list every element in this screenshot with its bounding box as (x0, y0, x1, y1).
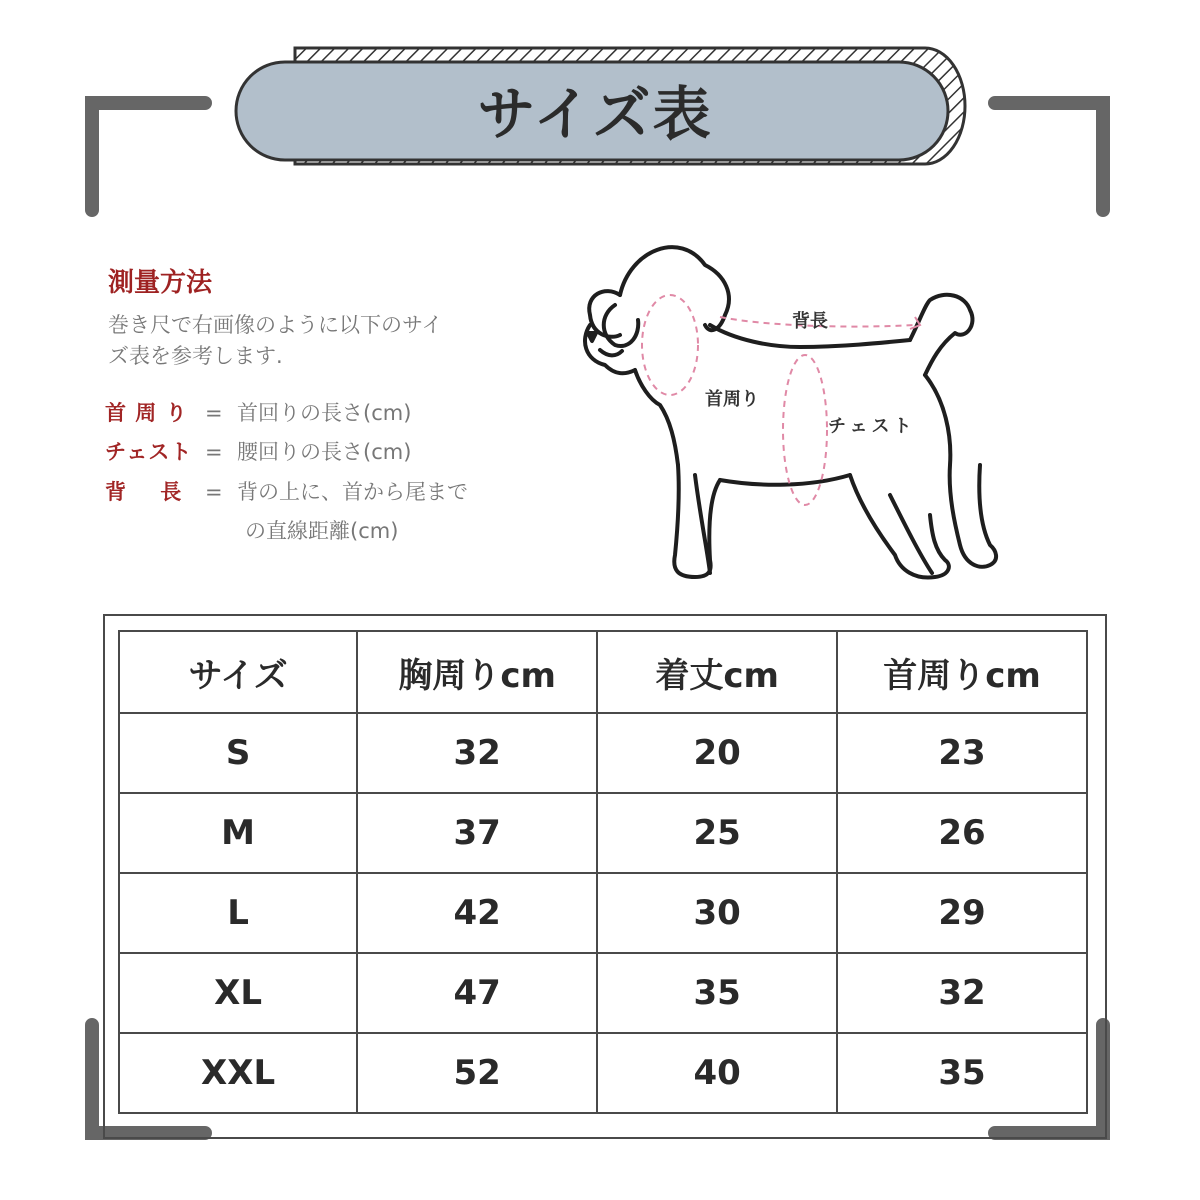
cell-neck: 29 (837, 873, 1087, 953)
definition-equals: = (205, 440, 223, 464)
method-description-line-2: ズ表を参考します. (108, 344, 283, 368)
definition-neck (105, 398, 411, 429)
cell-chest: 37 (357, 793, 597, 873)
cell-length: 40 (597, 1033, 837, 1113)
cell-length: 35 (597, 953, 837, 1033)
definition-text: 腰回りの長さ(cm) (237, 440, 412, 464)
dog-label-neck: 首周り (705, 389, 759, 410)
table-row (119, 793, 1087, 873)
cell-neck: 26 (837, 793, 1087, 873)
dog-label-chest: チェスト (828, 416, 916, 437)
definition-term: 首 周 り (105, 401, 188, 425)
table-row (119, 1033, 1087, 1113)
cell-size: S (119, 713, 357, 793)
frame-corner-top-left (92, 103, 205, 210)
dog-illustration (560, 225, 1020, 605)
cell-chest: 47 (357, 953, 597, 1033)
header-neck: 首周りcm (837, 631, 1087, 713)
page-title: サイズ表 (477, 80, 713, 148)
definition-text: 背の上に、首から尾まで (237, 480, 468, 504)
cell-chest: 32 (357, 713, 597, 793)
frame-corner-top-right (995, 103, 1103, 210)
cell-size: M (119, 793, 357, 873)
definition-chest (105, 437, 411, 468)
table-row (119, 873, 1087, 953)
cell-length: 20 (597, 713, 837, 793)
cell-neck: 35 (837, 1033, 1087, 1113)
definition-back-length (105, 477, 468, 508)
cell-size: XXL (119, 1033, 357, 1113)
definition-back-length-continued: の直線距離(cm) (245, 519, 399, 543)
dog-label-back-length: 背長 (792, 311, 828, 332)
header-chest: 胸周りcm (357, 631, 597, 713)
definition-equals: = (205, 401, 223, 425)
cell-size: XL (119, 953, 357, 1033)
definition-text: 首回りの長さ(cm) (237, 401, 412, 425)
cell-chest: 52 (357, 1033, 597, 1113)
table-row (119, 713, 1087, 793)
neck-measure-line (642, 295, 698, 395)
cell-length: 25 (597, 793, 837, 873)
header-size: サイズ (119, 631, 357, 713)
table-header-row (119, 631, 1087, 713)
cell-neck: 23 (837, 713, 1087, 793)
table-row (119, 953, 1087, 1033)
definition-equals: = (205, 480, 223, 504)
definition-term: チェスト (105, 440, 193, 464)
cell-chest: 42 (357, 873, 597, 953)
definition-term: 背 長 (105, 480, 183, 504)
cell-neck: 32 (837, 953, 1087, 1033)
header-length: 着丈cm (597, 631, 837, 713)
cell-size: L (119, 873, 357, 953)
cell-length: 30 (597, 873, 837, 953)
size-table (118, 630, 1088, 1114)
method-title: 測量方法 (108, 268, 213, 298)
method-description-line-1: 巻き尺で右画像のように以下のサイ (108, 313, 443, 337)
method-description (108, 310, 558, 372)
